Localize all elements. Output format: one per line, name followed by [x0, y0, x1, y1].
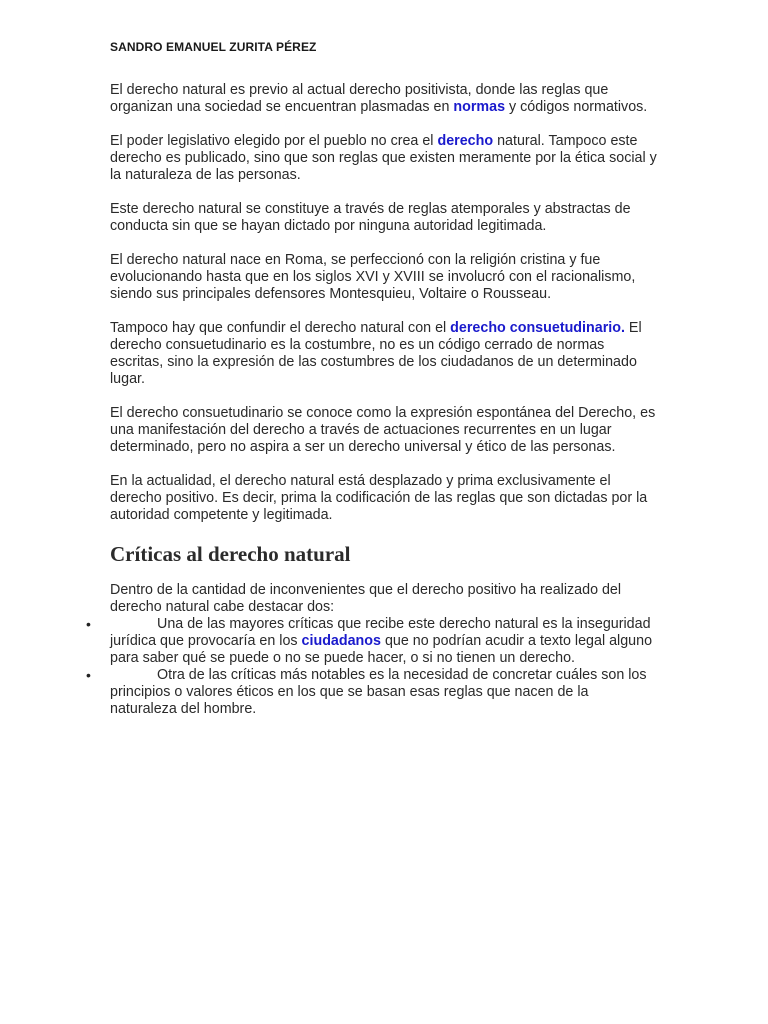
- criticism-list: [86, 616, 658, 718]
- section-heading: Críticas al derecho natural: [110, 542, 351, 566]
- paragraph-text: El poder legislativo elegido por el pueblo no crea el: [110, 133, 438, 149]
- paragraph-text: Tampoco hay que confundir el derecho natural con el: [110, 320, 451, 336]
- paragraph-text: y códigos normativos.: [505, 99, 648, 115]
- list-item: [86, 616, 658, 667]
- section-intro: Dentro de la cantidad de inconvenientes que el derecho positivo ha realizado del derecho natural cabe destacar dos:: [110, 582, 622, 615]
- paragraph-1: [110, 82, 658, 116]
- paragraph-6: El derecho consuetudinario se conoce como la expresión espontánea del Derecho, es una manifestación del derecho a través de actuaciones recurrentes en un lugar determinado, pero no aspira a ser un derecho universal y ético de las personas.: [110, 405, 656, 455]
- link-ciudadanos[interactable]: ciudadanos: [301, 633, 381, 649]
- bullet-marker: •: [86, 616, 91, 632]
- link-normas[interactable]: normas: [453, 99, 506, 115]
- paragraph-text: El derecho natural es previo al actual derecho positivista, donde las reglas que organizan una sociedad se encuentran plasmadas en: [110, 82, 609, 115]
- link-derecho[interactable]: derecho: [437, 133, 494, 149]
- paragraph-5: [110, 320, 658, 388]
- author-name: SANDRO EMANUEL ZURITA PÉREZ: [110, 40, 317, 54]
- paragraph-2: [110, 133, 658, 184]
- paragraph-7: En la actualidad, el derecho natural está desplazado y prima exclusivamente el derecho positivo. Es decir, prima la codificación de las reglas que son dictadas por la autoridad competente y legitimada.: [110, 473, 648, 523]
- paragraph-text: natural. Tampoco este derecho es publicado, sino que son reglas que existen meramente por la ética social y la naturaleza de las personas.: [110, 133, 657, 183]
- paragraph-4: El derecho natural nace en Roma, se perfeccionó con la religión cristina y fue evolucionando hasta que en los siglos XVI y XVIII se involucró con el racionalismo, siendo sus principales defensores Montesquieu, Voltaire o Rousseau.: [110, 252, 636, 302]
- link-derecho-consuetudinario[interactable]: derecho consuetudinario.: [450, 320, 625, 336]
- paragraph-text: El derecho consuetudinario es la costumbre, no es un código cerrado de normas escritas, sino la expresión de las costumbres de los ciudadanos de un determinado lugar.: [110, 320, 642, 387]
- list-item: [86, 667, 658, 718]
- list-item-text: que no podrían acudir a texto legal alguno para saber qué se puede o no se puede hacer, o si no tienen un derecho.: [110, 633, 653, 666]
- document-page: [86, 40, 658, 718]
- list-item-text: Una de las mayores críticas que recibe este derecho natural es la inseguridad jurídica que provocaría en los: [110, 616, 651, 649]
- paragraph-3: Este derecho natural se constituye a través de reglas atemporales y abstractas de conducta sin que se hayan dictado por ninguna autoridad legitimada.: [110, 201, 631, 234]
- list-item-text: Otra de las críticas más notables es la necesidad de concretar cuáles son los principios o valores éticos en los que se basan esas reglas que nacen de la naturaleza del hombre.: [110, 667, 647, 717]
- bullet-marker: •: [86, 667, 91, 683]
